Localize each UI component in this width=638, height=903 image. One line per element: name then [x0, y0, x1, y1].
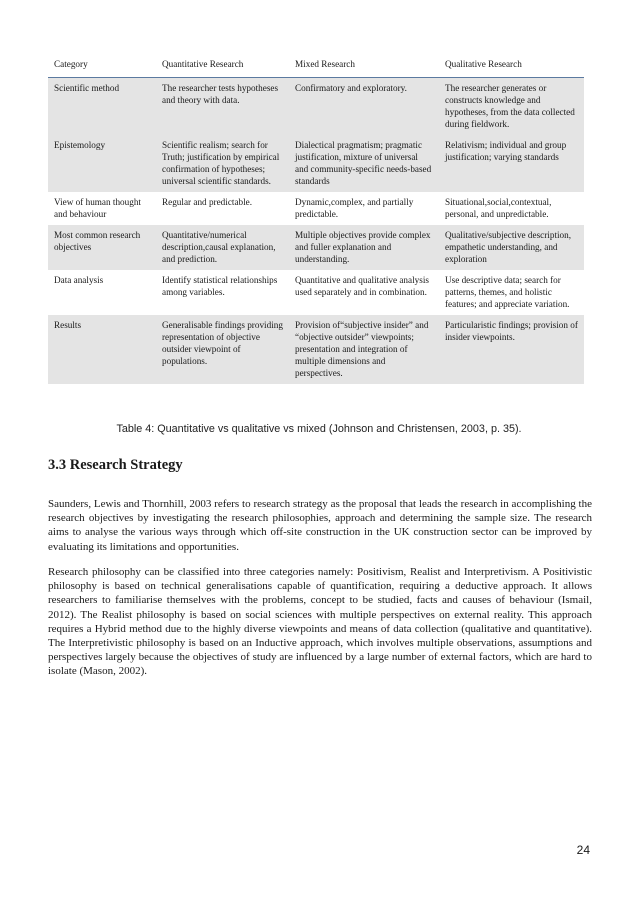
table-cell: Identify statistical relationships among variables.: [162, 275, 278, 297]
table-row: [48, 315, 584, 384]
table-cell: Quantitative/numerical description,causal explanation, and prediction.: [156, 225, 289, 270]
table-cell: Epistemology: [48, 135, 156, 192]
table-cell: The researcher tests hypotheses and theory with data.: [156, 78, 289, 136]
table-cell: Generalisable findings providing representation of objective outsider viewpoint of populations.: [156, 315, 289, 384]
table-cell: The researcher generates or constructs knowledge and hypotheses, from the data collected during fieldwork.: [439, 78, 584, 136]
table-cell: Scientific realism; search for Truth; justification by empirical confirmation of hypotheses; universal scientific standards.: [156, 135, 289, 192]
table-cell: Most common research objectives: [48, 225, 156, 270]
table-cell: View of human thought and behaviour: [54, 197, 141, 219]
table-row: [48, 135, 584, 192]
table-cell: Results: [48, 315, 156, 384]
table-cell: Data analysis: [54, 275, 104, 285]
body-paragraph: Research philosophy can be classified into three categories namely: Positivism, Realist and Interpretivism. A Positivistic philosophy is based on technical generalisations capable of quantification, requiring a deductive approach. It allows researchers to familiarise themselves with the problems, concept to be studied, facts and causes of behaviour (Ismail, 2012). The Realist philosophy is based on social sciences with multiple perspectives on external reality. This approach requires a Hybrid method due to the highly diverse viewpoints and means of data collection (qualitative and quantitative). The Interpretivistic philosophy is based on an Inductive approach, which involves multiple observations, assumptions and perspectives largely because the objectives of study are influenced by a large number of external factors, which are hard to isolate (Mason, 2002).: [48, 566, 592, 678]
table-cell: Qualitative/subjective description, empathetic understanding, and exploration: [439, 225, 584, 270]
table-cell: Situational,social,contextual, personal, and unpredictable.: [445, 197, 552, 219]
table-header-cell: Category: [48, 52, 156, 78]
table-cell: Multiple objectives provide complex and fuller explanation and understanding.: [289, 225, 439, 270]
table-cell: Dialectical pragmatism; pragmatic justification, mixture of universal and community-specific needs-based standards: [289, 135, 439, 192]
table-header-row: [48, 52, 584, 78]
table-cell: Particularistic findings; provision of insider viewpoints.: [439, 315, 584, 384]
table-row: [48, 192, 584, 225]
table-header-cell: Quantitative Research: [156, 52, 289, 78]
table-cell: Dynamic,complex, and partially predictable.: [295, 197, 414, 219]
table-cell: Use descriptive data; search for patterns, themes, and holistic features; and appreciate variation.: [445, 275, 570, 309]
table-cell: Confirmatory and exploratory.: [289, 78, 439, 136]
table-caption: Table 4: Quantitative vs qualitative vs mixed (Johnson and Christensen, 2003, p. 35).: [116, 423, 522, 435]
page-number: 24: [576, 843, 590, 857]
table-row: [48, 270, 584, 315]
table-cell: Relativism; individual and group justification; varying standards: [439, 135, 584, 192]
table-cell: Regular and predictable.: [162, 197, 253, 207]
table-header-cell: Mixed Research: [289, 52, 439, 78]
comparison-table: [48, 52, 584, 384]
table-cell: Scientific method: [48, 78, 156, 136]
table-cell: Provision of“subjective insider” and “objective outsider” viewpoints; presentation and integration of multiple dimensions and perspectives.: [289, 315, 439, 384]
body-paragraph: Saunders, Lewis and Thornhill, 2003 refers to research strategy as the proposal that leads the research in accomplishing the research objectives by investigating the research philosophies, approach and determining the sample size. The research aims to analyse the various ways through which off-site construction in the UK construction sector can be improved by evaluating its limitations and opportunities.: [48, 498, 592, 553]
table-row: [48, 78, 584, 136]
table-cell: Quantitative and qualitative analysis used separately and in combination.: [295, 275, 429, 297]
table-row: [48, 225, 584, 270]
table-header-cell: Qualitative Research: [439, 52, 584, 78]
section-heading: 3.3 Research Strategy: [48, 457, 183, 473]
